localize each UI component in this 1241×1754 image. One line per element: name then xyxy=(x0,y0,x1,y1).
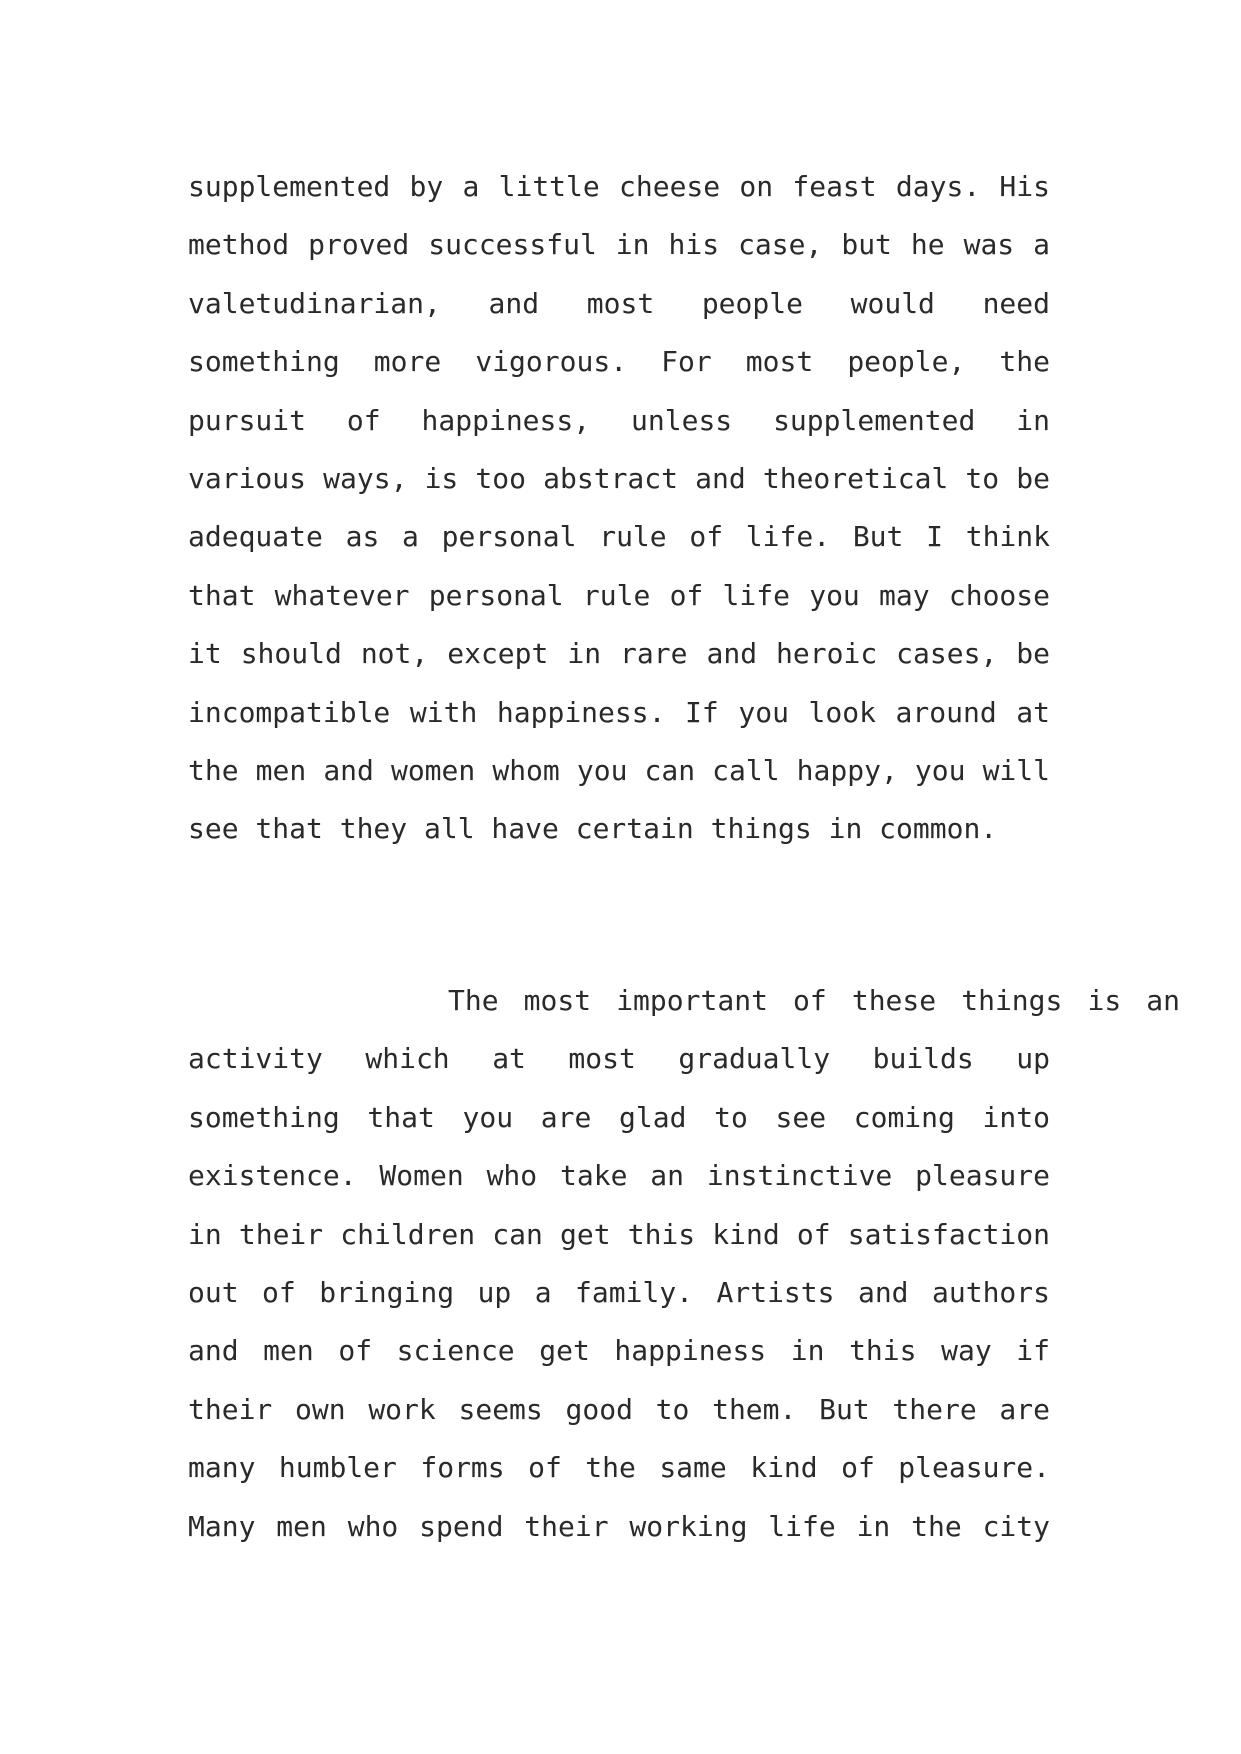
text-line: adequate as a personal rule of life. But I think xyxy=(188,520,1050,554)
text-line: see that they all have certain things in common. xyxy=(188,812,998,846)
text-line: activity which at most gradually builds up xyxy=(188,1042,1050,1076)
text-line: method proved successful in his case, but he was a xyxy=(188,228,1050,262)
text-line: their own work seems good to them. But there are xyxy=(188,1392,1050,1426)
text-line: out of bringing up a family. Artists and authors xyxy=(188,1276,1050,1310)
text-line: incompatible with happiness. If you look around at xyxy=(188,695,1050,729)
text-line: Many men who spend their working life in the city xyxy=(188,1509,1050,1543)
text-line: it should not, except in rare and heroic cases, be xyxy=(188,637,1050,671)
text-line: pursuit of happiness, unless supplemented in xyxy=(188,403,1050,437)
text-line: the men and women whom you can call happy, you will xyxy=(188,754,1050,788)
text-line: something more vigorous. For most people, the xyxy=(188,345,1050,379)
paragraph-1 xyxy=(188,158,1050,859)
text-line: in their children can get this kind of satisfaction xyxy=(188,1217,1050,1251)
text-line: and men of science get happiness in this way if xyxy=(188,1334,1050,1368)
text-line: many humbler forms of the same kind of pleasure. xyxy=(188,1451,1050,1485)
text-line: valetudinarian, and most people would need xyxy=(188,286,1050,320)
paragraph-2 xyxy=(188,972,1180,1556)
text-line: existence. Women who take an instinctive pleasure xyxy=(188,1159,1050,1193)
text-line: that whatever personal rule of life you may choose xyxy=(188,578,1050,612)
text-line: supplemented by a little cheese on feast days. His xyxy=(188,170,1050,203)
text-line: something that you are glad to see coming into xyxy=(188,1100,1050,1134)
text-line: various ways, is too abstract and theoretical to be xyxy=(188,462,1050,496)
text-line: The most important of these things is an xyxy=(448,984,1180,1017)
